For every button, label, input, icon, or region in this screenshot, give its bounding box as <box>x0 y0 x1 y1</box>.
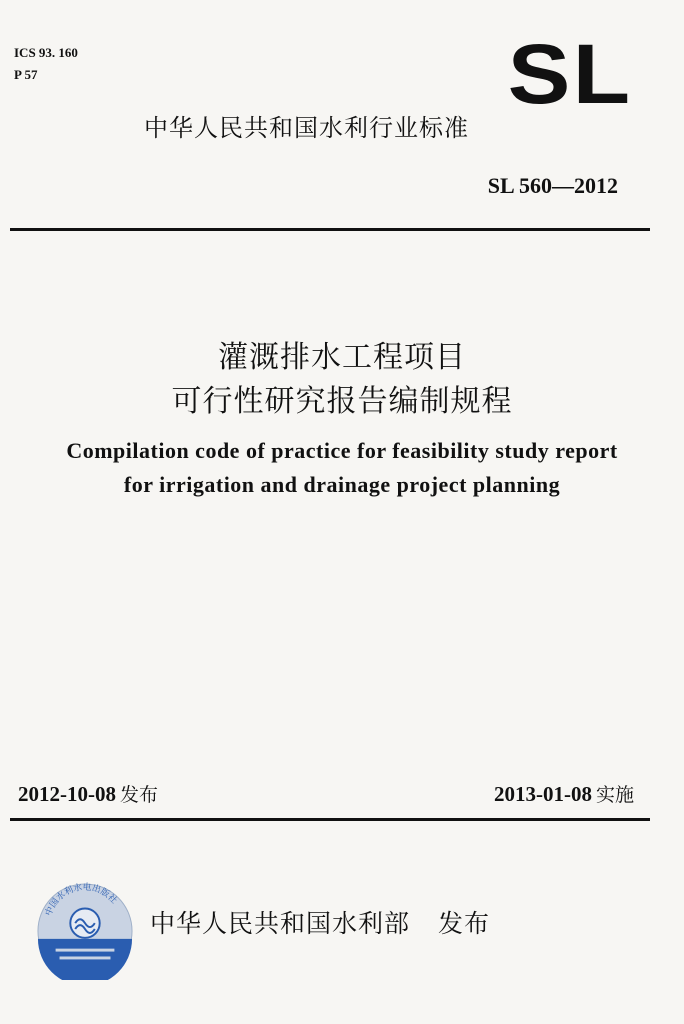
title-en-line-1: Compilation code of practice for feasibility study report <box>66 438 618 463</box>
publisher <box>150 904 490 940</box>
publisher-seal <box>36 882 134 980</box>
effective-label: 实施 <box>595 784 634 806</box>
issue-label: 发布 <box>120 784 159 806</box>
publisher-name: 中华人民共和国水利部 <box>150 909 411 938</box>
top-divider <box>10 228 650 231</box>
classification-codes <box>14 42 78 86</box>
seal-text: 中国水利水电出版社 <box>44 882 119 918</box>
effective-date-block <box>494 780 634 807</box>
ics-code: ICS 93. 160 <box>14 45 78 60</box>
issue-date-block <box>18 780 158 807</box>
issue-date: 2012-10-08 <box>18 782 116 806</box>
industry-standard-title: 中华人民共和国水利行业标准 <box>144 114 469 142</box>
effective-date: 2013-01-08 <box>493 782 592 806</box>
standard-code: SL 560—2012 <box>487 173 618 198</box>
title-cn-line-1: 灌溉排水工程项目 <box>218 340 466 375</box>
title-en-line-2: for irrigation and drainage project planning <box>123 472 561 497</box>
title-cn-line-2: 可行性研究报告编制规程 <box>171 384 513 419</box>
sl-logo: SL <box>507 27 632 121</box>
bottom-divider <box>10 818 650 821</box>
publisher-action: 发布 <box>438 909 491 938</box>
ccs-code: P 57 <box>14 67 38 82</box>
